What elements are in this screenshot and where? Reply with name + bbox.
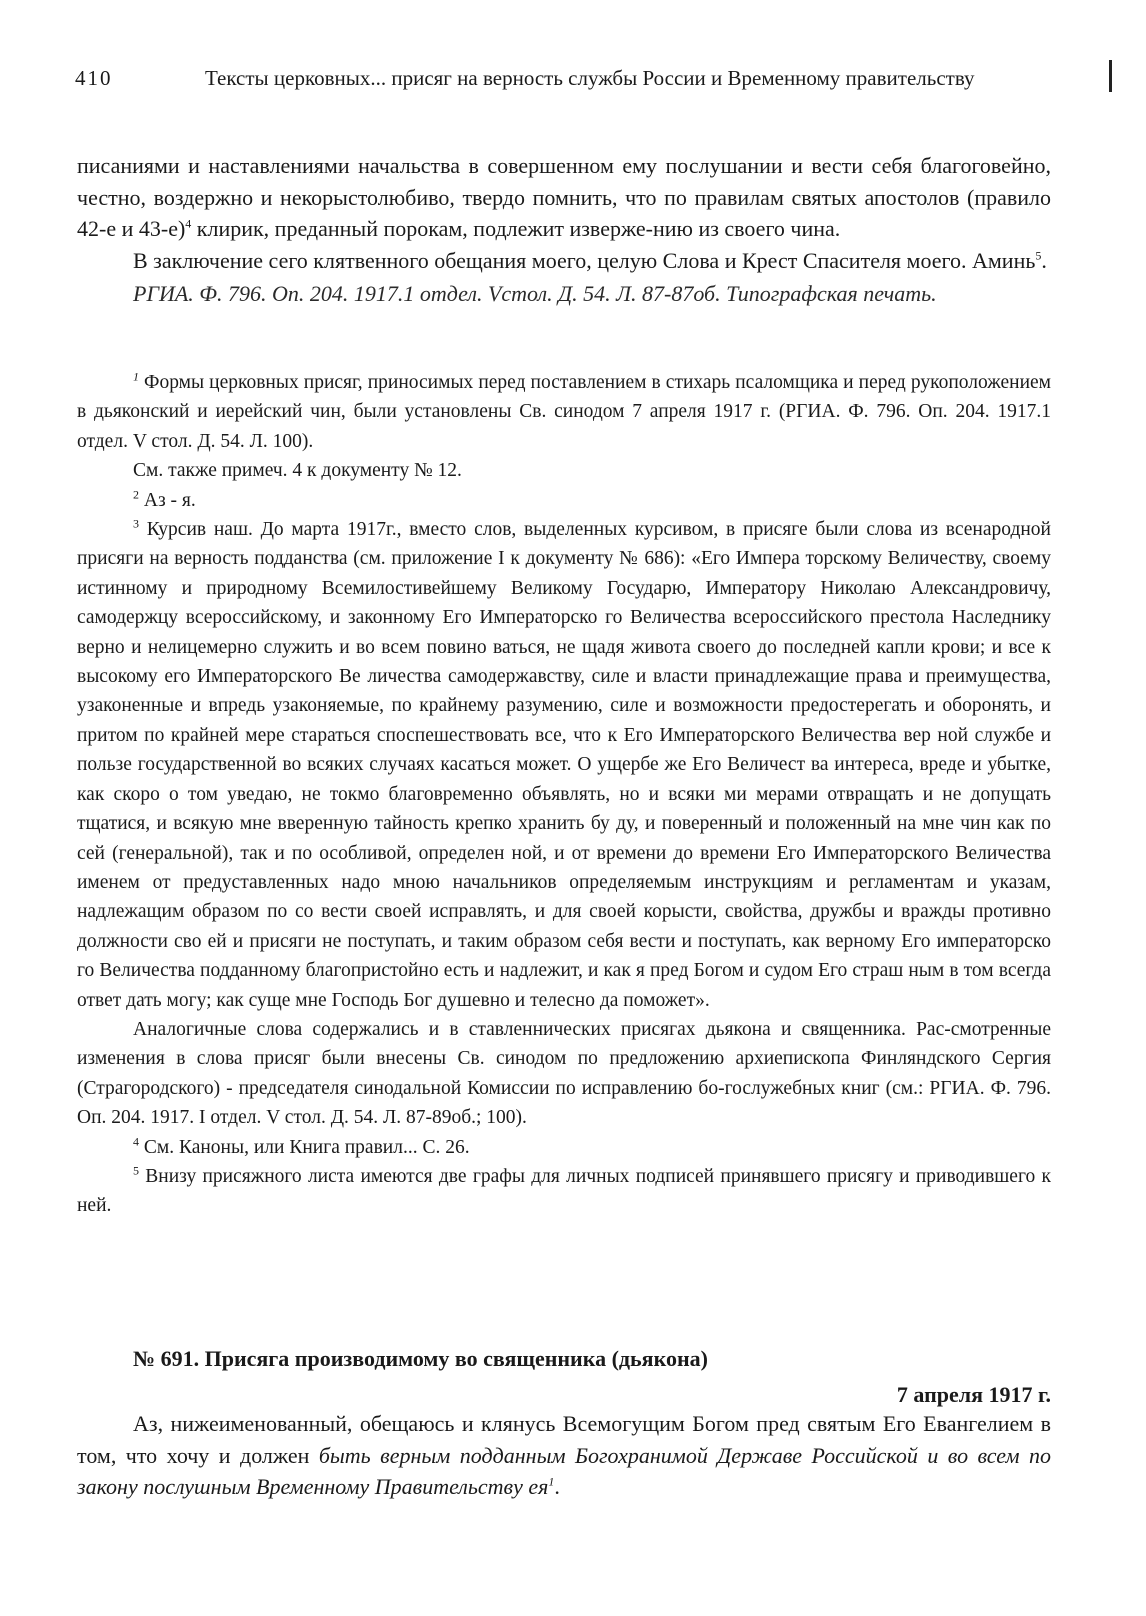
oath-text: Аз, нижеименованный, обещаюсь и клянусь Всемогущим Богом пред святым Его Евангелием в том, что хочу и должен быть верным подданным Богохранимой Державе Российской и во всем по закону послушным Временному Правительству $ея^1$. <box>77 1411 1051 1499</box>
document-691 <box>77 1346 1051 1503</box>
footnote-1: $^1$ Формы церковных присяг, приносимых перед поставлением в стихарь псаломщика и перед рукоположением в дьяконский и иерейский чин, были установлены Св. синодом 7 апреля 1917 г. (РГИА. Ф. 796. Оп. 204. 1917.1 отдел. V стол. Д. 54. Л. 100). <box>77 369 1051 452</box>
footnotes <box>77 368 1051 1221</box>
document-date: 7 апреля 1917 г. <box>896 1382 1051 1407</box>
analog-note: Аналогичные слова содержались и в ставленнических присягах дьякона и священника. Рас-смотренные изменения в слова присяг были внесены Св. синодом по предложению архиепископа Финляндского Сергия (Страгородского) - председателя синодальной Комиссии по исправлению бо-гослужебных книг (см.: РГИА. Ф. 796. Оп. 204. 1917. I отдел. V стол. Д. 54. Л. 87-89об.; 100). <box>77 1018 1051 1129</box>
conclusion-paragraph: В заключение сего клятвенного обещания моего, целую Слова и Крест Спасителя моего. Аминь$^5$. <box>133 247 1047 273</box>
footnote-4: $^4$ См. Каноны, или Книга правил... С. 26. <box>133 1134 470 1158</box>
footnote-2: $^2$ Аз - я. <box>133 487 196 511</box>
document-heading: № 691. Присяга производимому во священника (дьякона) <box>133 1346 708 1371</box>
main-text-top <box>77 150 1051 310</box>
see-also-note: См. также примеч. 4 к документу № 12. <box>133 460 462 482</box>
continuation-paragraph: писаниями и наставлениями начальства в совершенном ему послушании и вести себя благоговейно, честно, воздержно и некорыстолюбиво, твердо помнить, что по правилам святых апостолов (правило 42-е и 43-е)$^4$ клирик, преданный порокам, подлежит изверже-нию из своего чина. <box>77 153 1051 241</box>
archive-source: РГИА. Ф. 796. Оп. 204. 1917.1 отдел. Vстол. Д. 54. Л. 87-87об. Типографская печать. <box>133 281 937 306</box>
footnote-3: $^3$ Курсив наш. До марта 1917г., вместо слов, выделенных курсивом, в присяге были слова из всенародной присяги на верность подданства (см. приложение I к документу № 686): «Его Импера торскому Величеству, своему истинному и природному Всемилостивейшему Великому Государю, Императору Николаю Александровичу, самодержцу всероссийскому, и законному Его Императорско го Величества всероссийского престола Наследнику верно и нелицемерно служить и во всем повино ваться, не щадя живота своего до последней капли крови; и все к высокому его Императорского Ве личества самодержавству, силе и власти принадлежащие права и преимущества, узаконенные и впредь узаконяемые, по крайнему разумению, силе и возможности предостерегать и оборонять, и притом по крайней мере стараться споспешествовать все, что к Его Императорского Величества вер ной службе и пользе государственной во всяких случаях касаться может. О ущербе же Его Величест ва интереса, вреде и убытке, как скоро о том уведаю, не токмо благовременно объявлять, но и всяки ми мерами отвращать и не допущать тщатися, и всякую мне вверенную тайность крепко хранить бу ду, и поверенный и положенный на мне чин как по сей (генеральной), так и по особливой, определен ной, и от времени до времени Его Императорского Величества именем от предуставленных надо мною начальников определяемым инструкциям и регламентам и указам, надлежащим образом по со вести своей исправлять, и для своей корысти, свойства, дружбы и вражды противно должности сво ей и присяги не поступать, и таким образом себя вести и поступать, как верному Его императорско го Величества подданному благопристойно есть и надлежит, и как я пред Богом и судом Его страш ным в том всегда ответ дать могу; как суще мне Господь Бог душевно и телесно да поможет». <box>77 516 1051 1011</box>
page-number: 410 <box>75 66 113 90</box>
running-title: Тексты церковных... присяг на верность службы России и Временному правительству <box>205 66 975 90</box>
footnote-5: $^5$ Внизу присяжного листа имеются две графы для личных подписей принявшего присягу и приводившего к ней. <box>77 1163 1051 1217</box>
scan-edge-mark <box>1109 60 1112 92</box>
